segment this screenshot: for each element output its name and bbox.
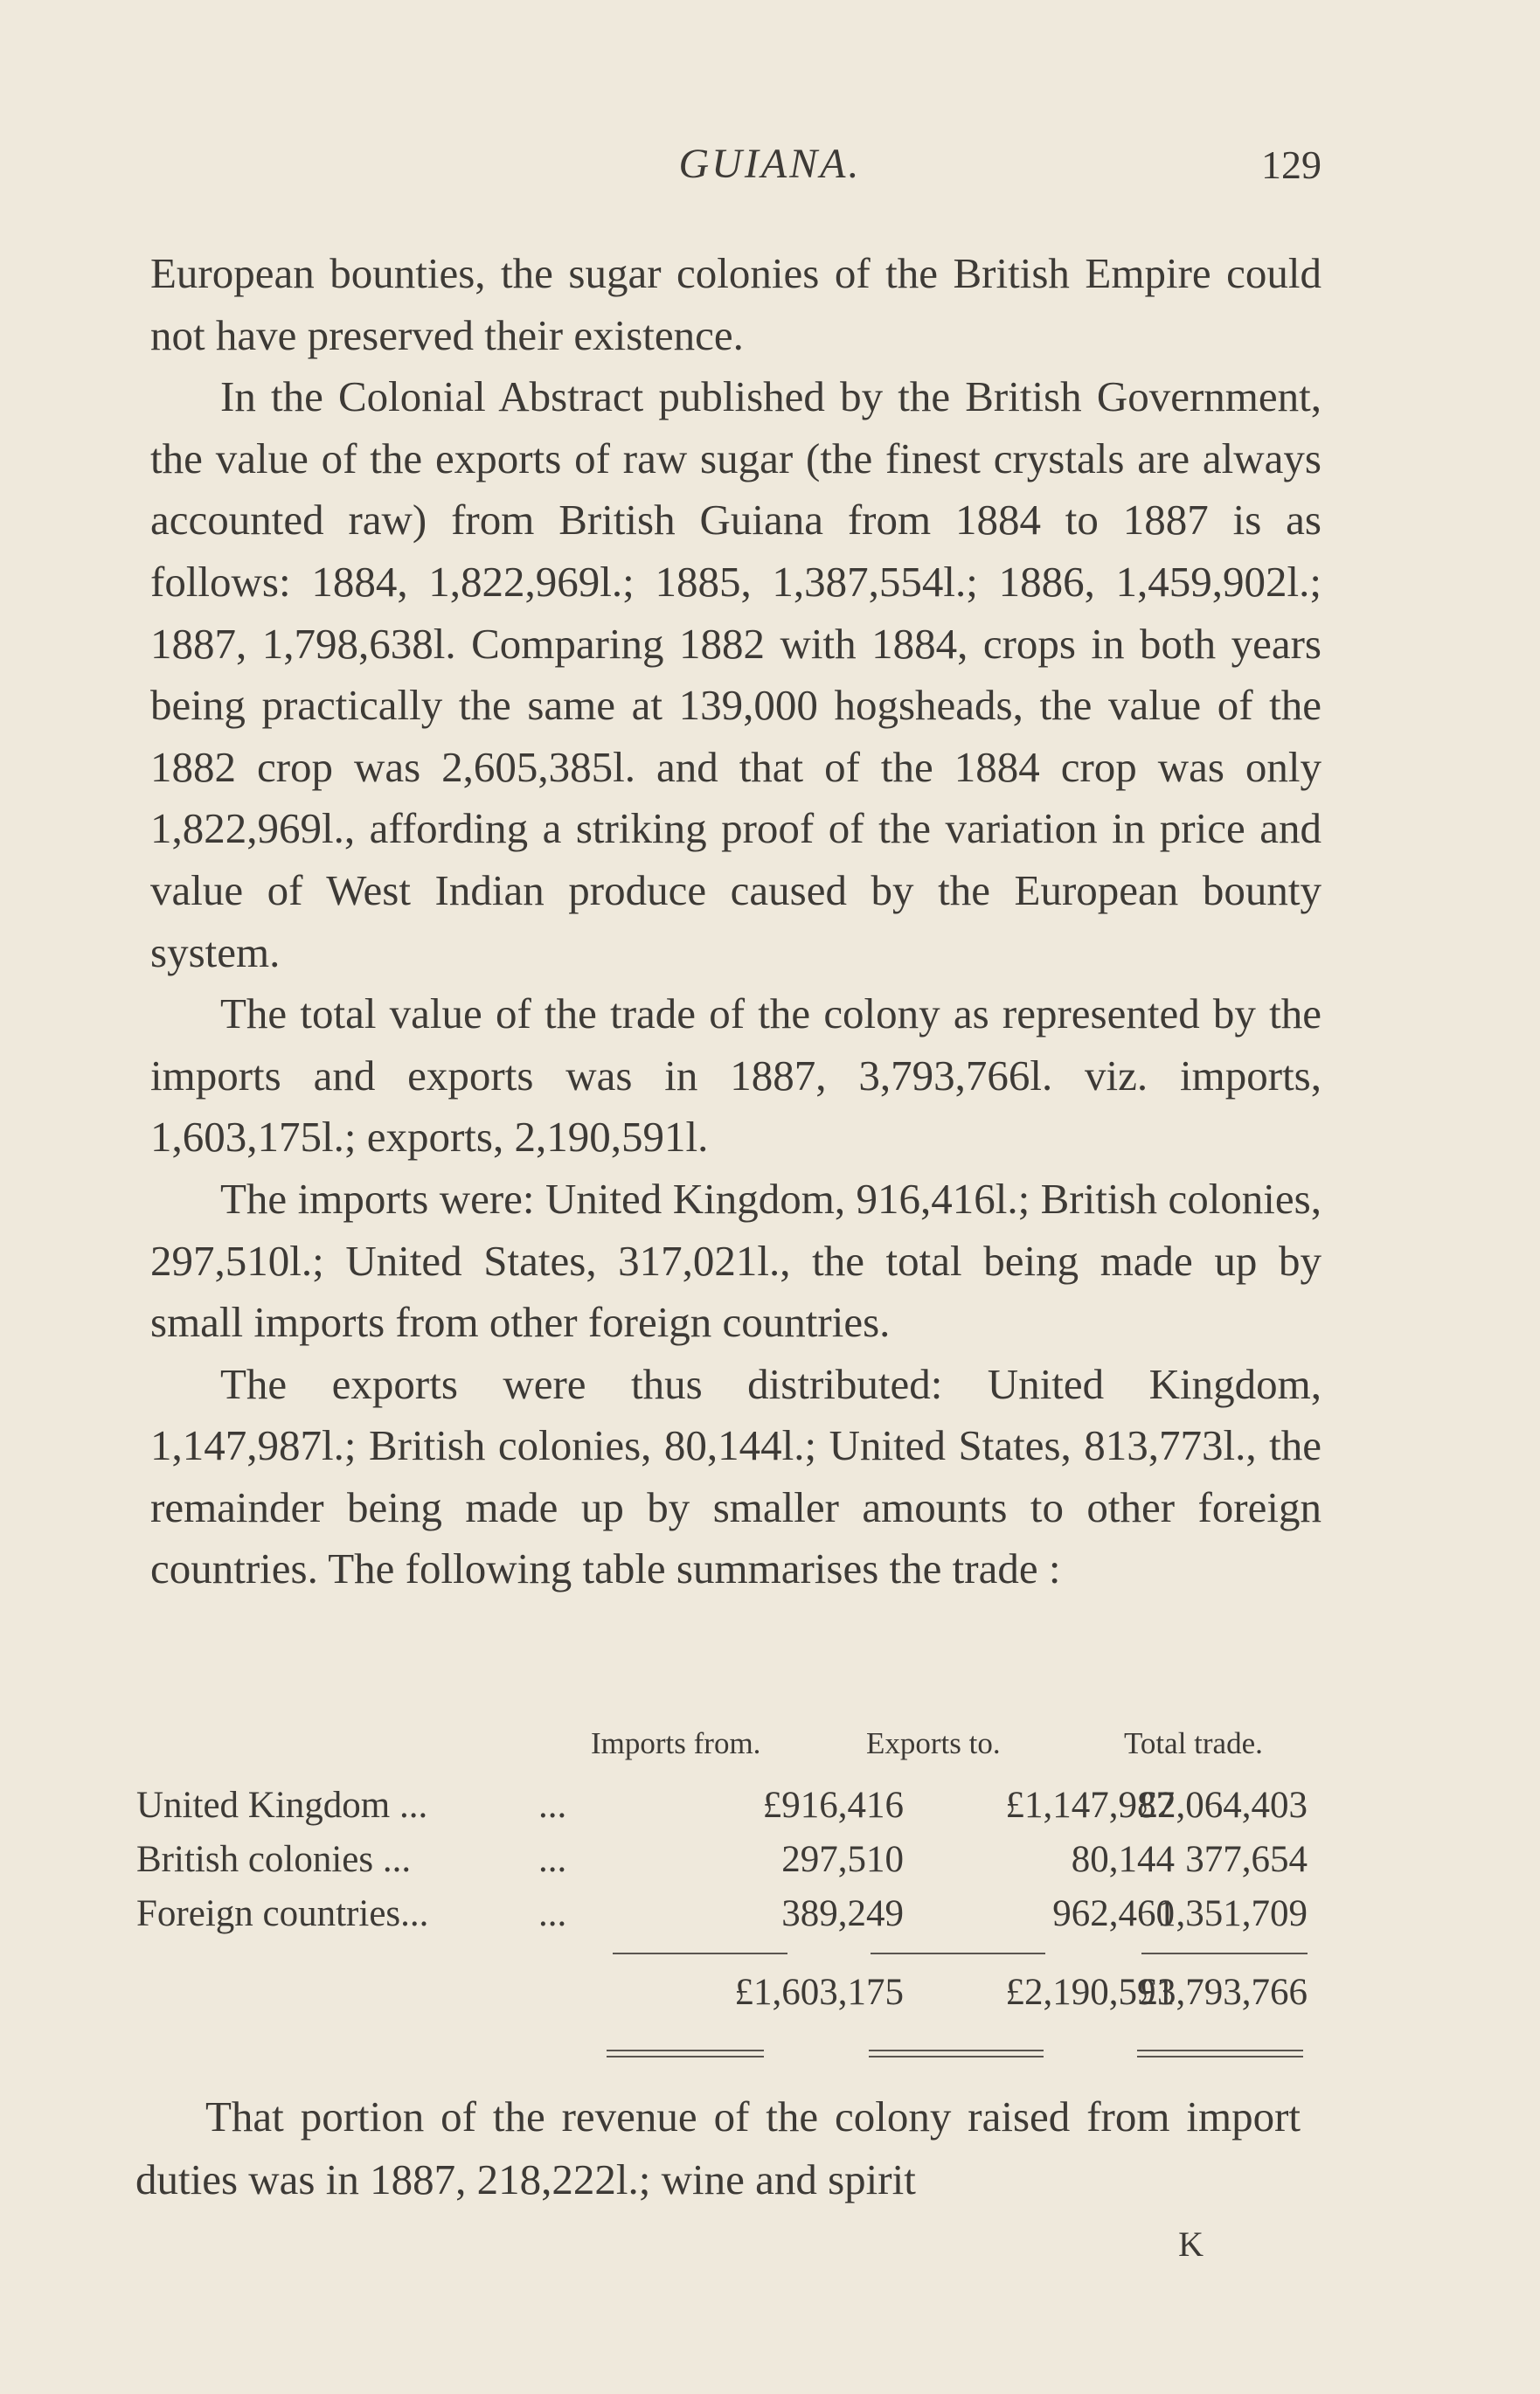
double-rule-total-b: [1137, 2056, 1303, 2057]
row-exports: 80,144: [1071, 1839, 1175, 1880]
paragraph-4: The imports were: United Kingdom, 916,416l.; British colonies, 297,510l.; United States, 317,021l., the total being made up by small imports from other foreign countries.: [150, 1174, 1321, 1347]
subtotal-rule-imports: [613, 1953, 787, 1954]
row-dots: ...: [538, 1839, 567, 1880]
table-row: [136, 1784, 1308, 1838]
paragraph-2: In the Colonial Abstract published by the British Government, the value of the exports of raw sugar (the finest crystals are always accounted raw) from British Guiana from 1884 to 1887 is as follows: 1884, 1,822,969l.; 1885, 1,387,554l.; 1886, 1,459,902l.; 1887, 1,798,638l. Comparing 1882 with 1884, crops in both years being practically the same at 139,000 hogsheads, the value of the 1882 crop was 2,605,385l. and that of the 1884 crop was only 1,822,969l., affording a striking proof of the variation in price and value of West Indian produce caused by the European bounty system.: [150, 372, 1321, 976]
page-number: 129: [1261, 142, 1321, 187]
closing-paragraph: That portion of the revenue of the colony raised from import duties was in 1887, 218,222l.; wine and spirit: [135, 2092, 1301, 2203]
row-total: 377,654: [1185, 1839, 1308, 1880]
closing-text: [135, 2085, 1301, 2211]
total-exports: £2,190,591: [1005, 1972, 1175, 2013]
header-exports: Exports to.: [866, 1726, 1001, 1760]
paragraph-1: European bounties, the sugar colonies of the British Empire could not have preserved their existence.: [150, 249, 1321, 359]
paragraph-5: The exports were thus distributed: United Kingdom, 1,147,987l.; British colonies, 80,144l.; United States, 813,773l., the remainder being made up by smaller amounts to other foreign countries. The following table summarises the trade :: [150, 1359, 1321, 1593]
row-total: £2,064,403: [1138, 1785, 1308, 1826]
subtotal-rule-exports: [871, 1953, 1045, 1954]
row-label: United Kingdom ...: [136, 1785, 428, 1826]
row-imports: 297,510: [781, 1839, 904, 1880]
subtotal-rule-total: [1141, 1953, 1308, 1954]
row-dots: ...: [538, 1893, 567, 1934]
row-total: 1,351,709: [1157, 1893, 1308, 1934]
double-rule-imports-b: [607, 2056, 764, 2057]
double-rule-exports-a: [869, 2050, 1044, 2051]
double-rule-total-a: [1137, 2050, 1303, 2051]
table-header: [136, 1726, 1308, 1784]
row-exports: £1,147,987: [1005, 1785, 1175, 1826]
double-rule-exports-b: [869, 2056, 1044, 2057]
body-text: [150, 243, 1321, 1600]
header-total: Total trade.: [1124, 1726, 1263, 1760]
running-head-title: GUIANA.: [678, 141, 862, 187]
trade-table: [136, 1726, 1308, 2039]
total-trade: £3,793,766: [1138, 1972, 1308, 2013]
row-label: British colonies ...: [136, 1839, 412, 1880]
row-label: Foreign countries...: [136, 1893, 429, 1934]
row-imports: 389,249: [781, 1893, 904, 1934]
header-imports: Imports from.: [591, 1726, 761, 1760]
paragraph-3: The total value of the trade of the colony as represented by the imports and exports was in 1887, 3,793,766l. viz. imports, 1,603,175l.; exports, 2,190,591l.: [150, 989, 1321, 1162]
totals-row: [136, 1971, 1308, 2039]
row-imports: £916,416: [762, 1785, 904, 1826]
total-imports: £1,603,175: [734, 1972, 904, 2013]
double-rule-imports-a: [607, 2050, 764, 2051]
signature-mark: K: [1178, 2224, 1204, 2264]
table-row: [136, 1892, 1308, 1946]
table-row: [136, 1838, 1308, 1892]
row-dots: ...: [538, 1785, 567, 1826]
row-exports: 962,460: [1052, 1893, 1175, 1934]
